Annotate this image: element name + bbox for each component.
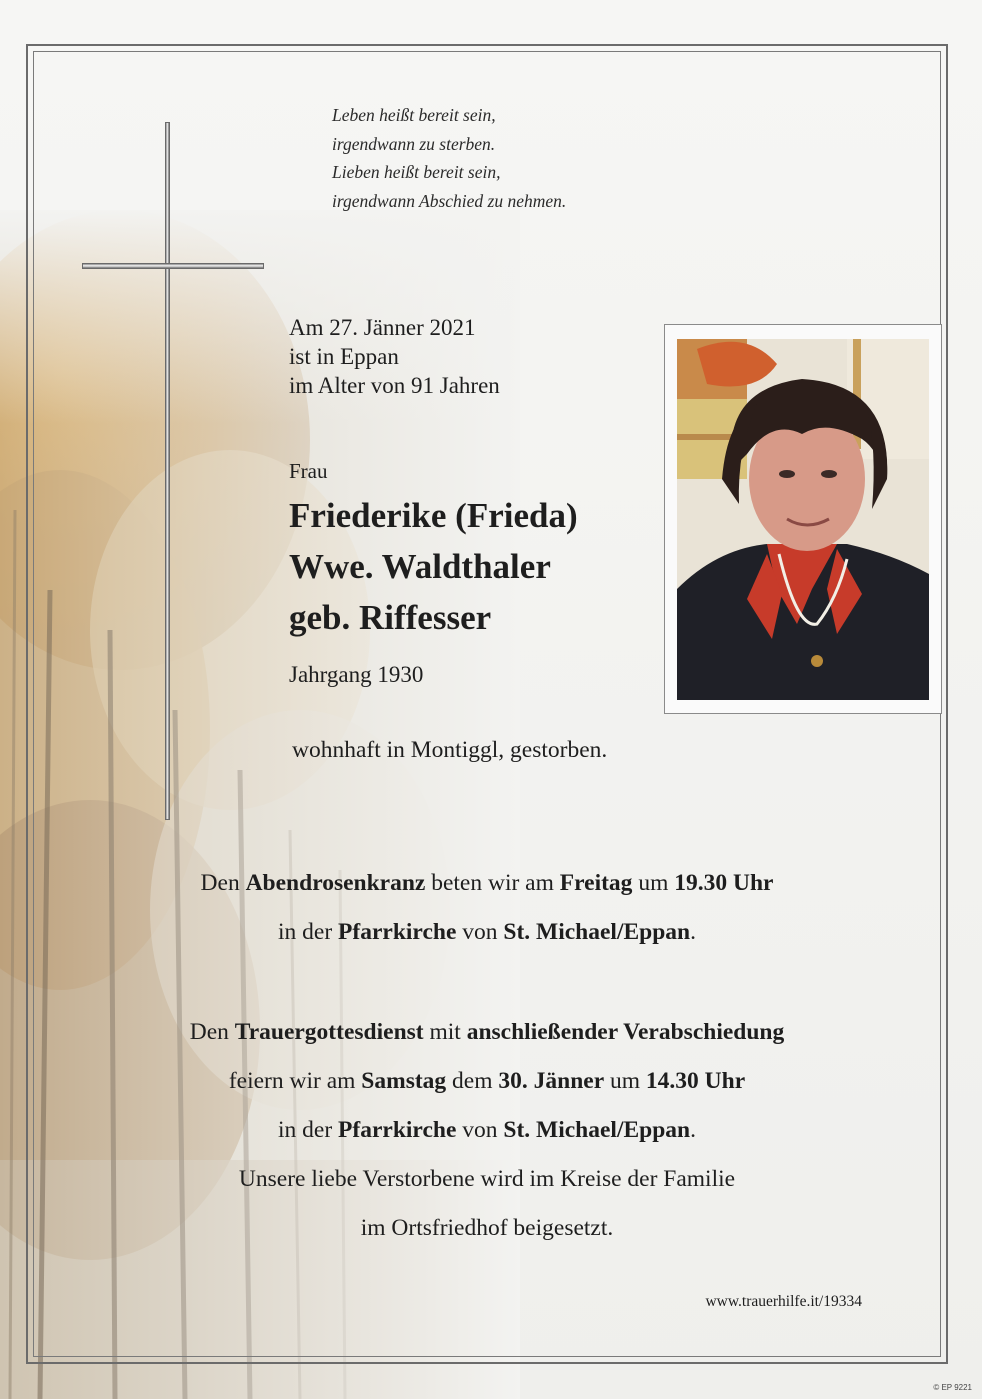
intro-line: ist in Eppan [289, 344, 399, 369]
rosary-line-1: Den Abendrosenkranz beten wir am Freitag um 19.30 Uhr [200, 870, 774, 896]
memorial-quote [332, 101, 692, 215]
funeral-line-5: im Ortsfriedhof beigesetzt. [360, 1215, 614, 1241]
rosary-line-2: in der Pfarrkirche von St. Michael/Eppan. [278, 919, 696, 945]
print-code: © EP 9221 [933, 1383, 972, 1392]
quote-line: irgendwann Abschied zu nehmen. [332, 190, 567, 211]
intro-line: im Alter von 91 Jahren [289, 373, 500, 398]
portrait-photo [677, 339, 929, 700]
website-link[interactable]: www.trauerhilfe.it/19334 [705, 1293, 862, 1310]
funeral-service-announcement [34, 1008, 940, 1253]
funeral-line-1: Den Trauergottesdienst mit anschließender Verabschiedung [189, 1019, 785, 1045]
intro-line: Am 27. Jänner 2021 [289, 315, 476, 340]
residence-line: wohnhaft in Montiggl, gestorben. [292, 737, 608, 763]
death-announcement-intro [289, 313, 649, 400]
cross-icon-crossbar [82, 263, 264, 269]
deceased-name [289, 490, 578, 643]
name-line: Friederike (Frieda) [289, 496, 578, 535]
funeral-line-3: in der Pfarrkirche von St. Michael/Eppan. [278, 1117, 696, 1143]
funeral-line-2: feiern wir am Samstag dem 30. Jänner um 14.30 Uhr [228, 1068, 746, 1094]
deceased-title: Frau [289, 459, 328, 483]
cross-icon [165, 122, 170, 820]
quote-line: Leben heißt bereit sein, [332, 105, 496, 125]
funeral-line-4: Unsere liebe Verstorbene wird im Kreise der Familie [238, 1166, 736, 1192]
quote-line: irgendwann zu sterben. [332, 133, 496, 154]
name-line: Wwe. Waldthaler [289, 547, 551, 586]
birth-year: Jahrgang 1930 [289, 662, 424, 687]
name-line: geb. Riffesser [289, 598, 492, 637]
quote-line: Lieben heißt bereit sein, [332, 162, 501, 182]
rosary-announcement [34, 859, 940, 957]
